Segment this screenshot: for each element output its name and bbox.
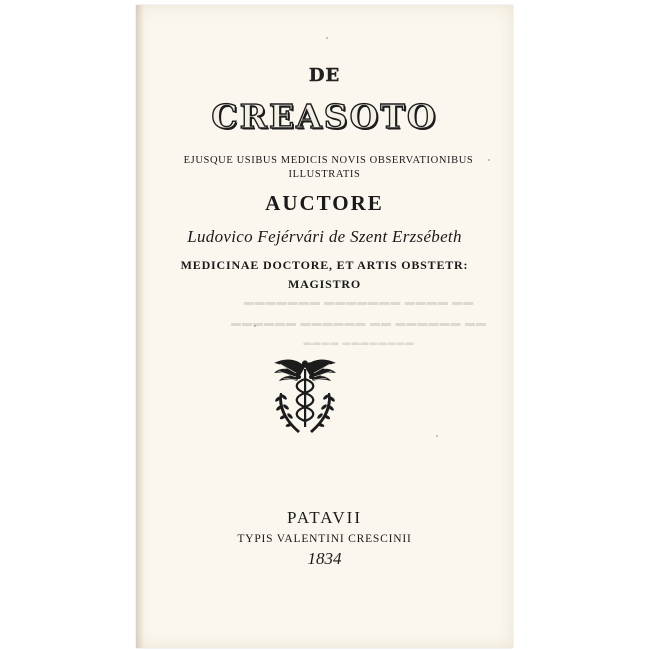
title-page [136, 5, 513, 648]
paper-speck [488, 159, 490, 161]
author-name: Ludovico Fejérvári de Szent Erzsébeth [187, 227, 462, 246]
imprint-printer: TYPIS VALENTINI CRESCINII [237, 533, 412, 545]
paper-speck [326, 37, 328, 39]
imprint-year: 1834 [307, 549, 342, 568]
show-through-text: ▬▬ ▬▬▬▬▬▬ ▬▬ ▬▬▬▬▬▬ ▬▬▬▬▬▬ [230, 318, 486, 329]
caduceus-eagle-emblem-icon [272, 353, 338, 437]
show-through-text: ▬▬ ▬▬▬▬ ▬▬▬▬▬▬▬ ▬▬▬▬▬▬▬ [242, 297, 474, 308]
imprint-place: PATAVII [287, 508, 362, 527]
title-preposition: DE [308, 65, 341, 86]
book-title: CREASOTO [211, 97, 438, 136]
subtitle-line-2: ILLUSTRATIS [288, 169, 361, 180]
paper-speck [254, 325, 256, 327]
author-degree-line-2: MAGISTRO [287, 277, 362, 291]
show-through-text: ▬▬▬▬▬▬▬▬ ▬▬▬▬ [302, 338, 414, 347]
author-degree-line-1: MEDICINAE DOCTORE, ET ARTIS OBSTETR: [180, 258, 469, 272]
auctore-heading: AUCTORE [265, 191, 384, 215]
subtitle-line-1: EJUSQUE USIBUS MEDICIS NOVIS OBSERVATIONIBUS [183, 155, 474, 166]
paper-speck [436, 435, 438, 437]
